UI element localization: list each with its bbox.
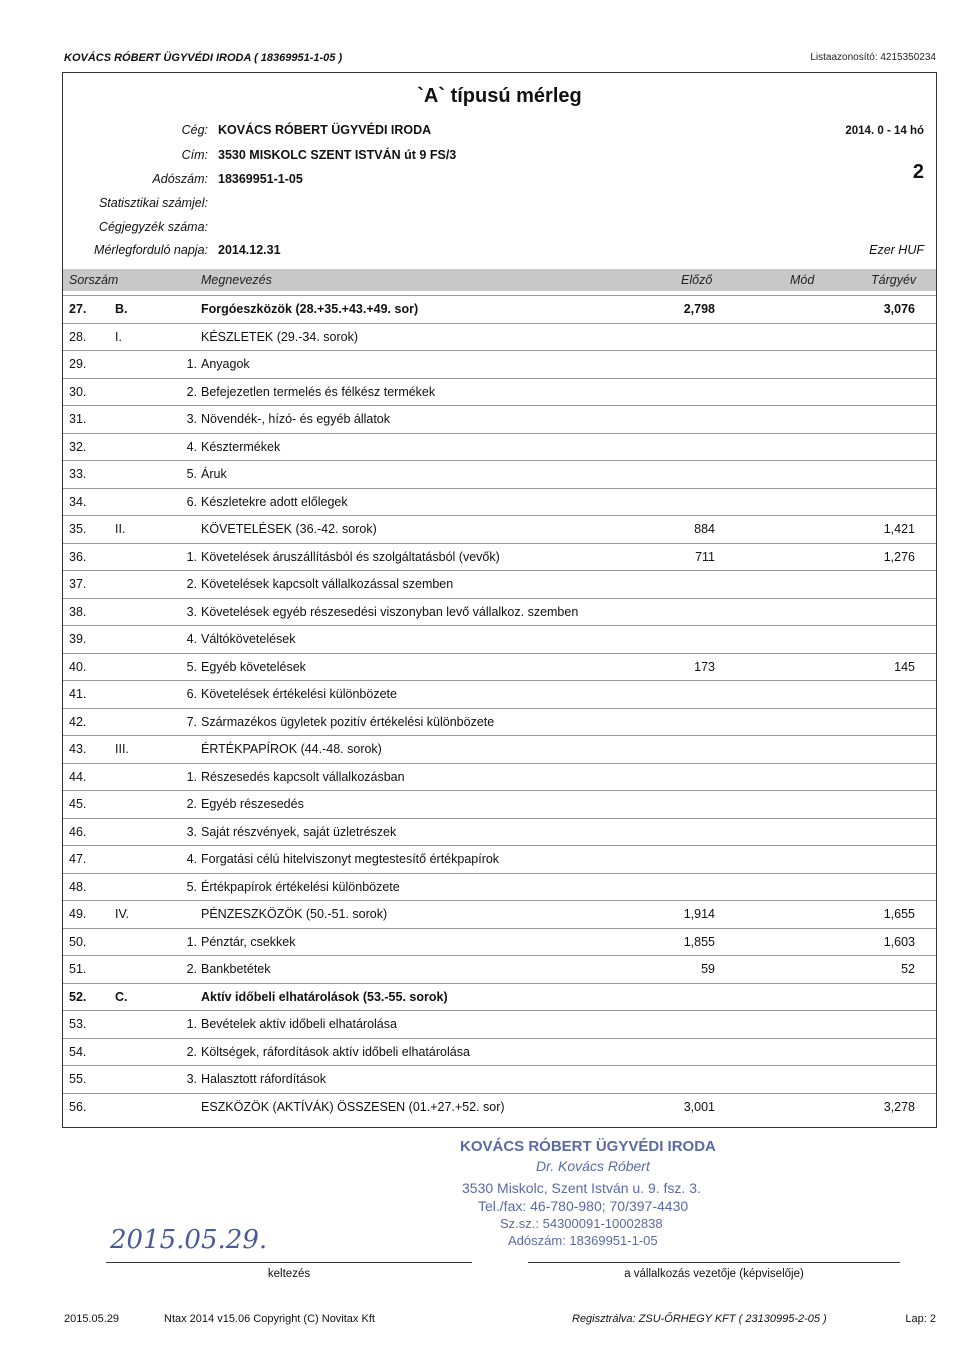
company-stamp xyxy=(458,1136,758,1276)
row-name: Részesedés kapcsolt vállalkozásban xyxy=(201,769,405,784)
row-number: 34. xyxy=(69,494,87,509)
row-number: 32. xyxy=(69,439,87,454)
row-number: 47. xyxy=(69,852,87,866)
table-row xyxy=(63,845,936,873)
row-number: 54. xyxy=(69,1044,87,1059)
table-row xyxy=(63,790,936,818)
row-name: Költségek, ráfordítások aktív időbeli elhatárolása xyxy=(201,1044,470,1059)
row-name: PÉNZESZKÖZÖK (50.-51. sorok) xyxy=(201,907,388,921)
row-number: 40. xyxy=(69,659,87,674)
row-name: Aktív időbeli elhatárolások (53.-55. sorok) xyxy=(201,989,448,1004)
row-number: 35. xyxy=(69,522,87,536)
date-sign-line xyxy=(106,1262,472,1263)
column-header xyxy=(63,269,936,291)
stamp-line-3: 3530 Miskolc, Szent István u. 9. fsz. 3. xyxy=(462,1180,701,1196)
row-name: Forgatási célú hitelviszonyt megtestesítő értékpapírok xyxy=(201,852,500,866)
table-row xyxy=(63,625,936,653)
row-number: 52. xyxy=(69,989,87,1004)
row-number: 41. xyxy=(69,687,87,701)
row-name: Követelések egyéb részesedési viszonyban levő vállalkoz. szemben xyxy=(201,604,579,619)
row-name: Késztermékek xyxy=(201,439,281,454)
row-name: Követelések értékelési különbözete xyxy=(201,687,397,701)
footer-date: 2015.05.29 xyxy=(64,1313,120,1325)
representative-sign-line xyxy=(528,1262,900,1263)
row-number: 49. xyxy=(69,907,87,921)
col-targyev: Tárgyév xyxy=(871,273,917,287)
ceg-value: KOVÁCS RÓBERT ÜGYVÉDI IRODA xyxy=(218,123,432,137)
row-number: 30. xyxy=(69,384,87,399)
row-subnumber: 1. xyxy=(186,357,197,371)
row-number: 39. xyxy=(69,632,87,646)
row-current-year: 3,278 xyxy=(883,1099,915,1114)
row-name: Áruk xyxy=(201,467,227,481)
cim-value: 3530 MISKOLC SZENT ISTVÁN út 9 FS/3 xyxy=(218,148,457,162)
table-row xyxy=(63,983,936,1011)
row-subnumber: 6. xyxy=(186,687,197,701)
row-name: Bevételek aktív időbeli elhatárolása xyxy=(201,1017,397,1031)
table-row xyxy=(63,1010,936,1038)
fordulo-value: 2014.12.31 xyxy=(218,243,281,257)
row-subnumber: 5. xyxy=(186,879,197,894)
col-megnevezes: Megnevezés xyxy=(201,273,272,287)
row-number: 45. xyxy=(69,797,87,811)
row-roman: C. xyxy=(115,989,128,1004)
row-name: Befejezetlen termelés és félkész termékek xyxy=(201,384,436,399)
table-row xyxy=(63,378,936,406)
row-name: Pénztár, csekkek xyxy=(201,934,296,949)
row-subnumber: 5. xyxy=(186,659,197,674)
table-row xyxy=(63,1038,936,1066)
row-current-year: 1,276 xyxy=(883,549,915,564)
row-name: Anyagok xyxy=(201,357,250,371)
row-subnumber: 2. xyxy=(186,962,197,976)
balance-sheet-frame xyxy=(62,72,937,1128)
row-name: ESZKÖZÖK (AKTÍVÁK) ÖSSZESEN (01.+27.+52. sor) xyxy=(201,1099,505,1114)
row-name: Egyéb részesedés xyxy=(201,797,304,811)
row-name: Követelések áruszállításból és szolgáltatásból (vevők) xyxy=(201,549,500,564)
table-row xyxy=(63,405,936,433)
row-subnumber: 2. xyxy=(186,1044,197,1059)
row-previous-year: 2,798 xyxy=(683,302,715,316)
row-name: Egyéb követelések xyxy=(201,659,306,674)
table-row xyxy=(63,433,936,461)
table-row xyxy=(63,900,936,928)
stat-label: Statisztikai számjel: xyxy=(98,196,208,210)
stamp-line-6: Adószám: 18369951-1-05 xyxy=(508,1233,658,1248)
adoszam-label: Adószám: xyxy=(152,172,208,186)
col-mod: Mód xyxy=(790,273,815,287)
row-roman: III. xyxy=(115,742,129,756)
table-row xyxy=(63,680,936,708)
row-name: Értékpapírok értékelési különbözete xyxy=(201,879,400,894)
row-number: 48. xyxy=(69,879,87,894)
table-row xyxy=(63,928,936,956)
stamp-line-5: Sz.sz.: 54300091-10002838 xyxy=(500,1216,663,1231)
period: 2014. 0 - 14 hó xyxy=(845,125,924,137)
row-name: Növendék-, hízó- és egyéb állatok xyxy=(201,412,390,426)
row-current-year: 1,603 xyxy=(883,934,915,949)
row-number: 29. xyxy=(69,357,87,371)
ceg-label: Cég: xyxy=(181,123,208,137)
row-roman: II. xyxy=(115,522,126,536)
row-name: Saját részvények, saját üzletrészek xyxy=(201,824,397,839)
row-number: 31. xyxy=(69,412,87,426)
table-row xyxy=(63,763,936,791)
row-number: 36. xyxy=(69,549,87,564)
row-number: 50. xyxy=(69,934,87,949)
table-row xyxy=(63,350,936,378)
list-id: Listaazonosító: 4215350234 xyxy=(810,52,936,63)
row-subnumber: 6. xyxy=(186,494,197,509)
table-row xyxy=(63,735,936,763)
representative-sign-label: a vállalkozás vezetője (képviselője) xyxy=(624,1268,804,1280)
row-number: 43. xyxy=(69,742,87,756)
date-sign-label: keltezés xyxy=(267,1268,311,1280)
handwritten-date: 2015.05.29. xyxy=(110,1225,268,1255)
row-roman: B. xyxy=(115,302,128,316)
currency-unit: Ezer HUF xyxy=(869,243,924,257)
row-previous-year: 3,001 xyxy=(683,1099,715,1114)
table-row xyxy=(63,295,936,323)
cegjegyzek-label: Cégjegyzék száma: xyxy=(98,220,208,234)
row-name: Készletekre adott előlegek xyxy=(201,494,348,509)
table-row xyxy=(63,1093,936,1121)
row-number: 27. xyxy=(69,302,87,316)
table-row xyxy=(63,955,936,983)
row-current-year: 145 xyxy=(894,659,915,674)
table-row xyxy=(63,460,936,488)
row-number: 51. xyxy=(69,962,87,976)
row-number: 56. xyxy=(69,1099,87,1114)
row-current-year: 3,076 xyxy=(883,302,915,316)
row-subnumber: 2. xyxy=(186,384,197,399)
row-subnumber: 3. xyxy=(186,412,197,426)
row-roman: IV. xyxy=(115,907,130,921)
row-number: 46. xyxy=(69,824,87,839)
row-name: Halasztott ráfordítások xyxy=(201,1072,327,1086)
row-subnumber: 4. xyxy=(186,852,197,866)
table-row xyxy=(63,488,936,516)
col-sorszam: Sorszám xyxy=(69,273,119,287)
row-name: Forgóeszközök (28.+35.+43.+49. sor) xyxy=(201,302,419,316)
row-subnumber: 2. xyxy=(186,797,197,811)
row-previous-year: 1,855 xyxy=(683,934,715,949)
row-subnumber: 5. xyxy=(186,467,197,481)
row-name: KÉSZLETEK (29.-34. sorok) xyxy=(201,329,359,344)
row-name: Származékos ügyletek pozitív értékelési különbözete xyxy=(201,714,495,729)
row-name: Követelések kapcsolt vállalkozással szemben xyxy=(201,577,454,591)
row-name: Bankbetétek xyxy=(201,962,271,976)
row-previous-year: 59 xyxy=(701,962,715,976)
stamp-line-1: KOVÁCS RÓBERT ÜGYVÉDI IRODA xyxy=(460,1138,716,1155)
row-current-year: 1,655 xyxy=(883,907,915,921)
table-row xyxy=(63,570,936,598)
stamp-line-4: Tel./fax: 46-780-980; 70/397-4430 xyxy=(478,1198,689,1214)
row-previous-year: 173 xyxy=(694,659,715,674)
row-subnumber: 4. xyxy=(186,439,197,454)
col-elozo: Előző xyxy=(681,273,713,287)
row-previous-year: 1,914 xyxy=(683,907,715,921)
table-row xyxy=(63,598,936,626)
stamp-line-2: Dr. Kovács Róbert xyxy=(536,1158,650,1174)
row-number: 37. xyxy=(69,577,87,591)
row-number: 53. xyxy=(69,1017,87,1031)
row-number: 44. xyxy=(69,769,87,784)
row-number: 38. xyxy=(69,604,87,619)
sheet-number: 2 xyxy=(912,161,924,183)
row-roman: I. xyxy=(115,329,122,344)
row-name: Váltókövetelések xyxy=(201,632,296,646)
row-subnumber: 1. xyxy=(186,934,197,949)
table-row xyxy=(63,1065,936,1093)
row-current-year: 52 xyxy=(901,962,915,976)
row-name: ÉRTÉKPAPÍROK (44.-48. sorok) xyxy=(201,742,382,756)
row-subnumber: 3. xyxy=(186,604,197,619)
fordulo-label: Mérlegforduló napja: xyxy=(94,243,208,257)
table-row xyxy=(63,323,936,351)
table-row xyxy=(63,515,936,543)
row-previous-year: 884 xyxy=(694,522,715,536)
footer-software: Ntax 2014 v15.06 Copyright (C) Novitax Kft xyxy=(164,1313,375,1325)
row-subnumber: 2. xyxy=(186,577,197,591)
footer-registered: Regisztrálva: ZSU-ŐRHEGY KFT ( 23130995-2-05 ) xyxy=(572,1313,827,1325)
row-number: 33. xyxy=(69,467,87,481)
row-subnumber: 3. xyxy=(186,824,197,839)
document-title: `A` típusú mérleg xyxy=(417,85,582,107)
row-number: 55. xyxy=(69,1072,87,1086)
table-row xyxy=(63,708,936,736)
row-subnumber: 1. xyxy=(186,769,197,784)
row-subnumber: 4. xyxy=(186,632,197,646)
row-subnumber: 7. xyxy=(186,714,197,729)
row-subnumber: 1. xyxy=(186,549,197,564)
row-subnumber: 3. xyxy=(186,1072,197,1086)
table-row xyxy=(63,653,936,681)
row-previous-year: 711 xyxy=(695,549,715,564)
row-number: 42. xyxy=(69,714,87,729)
row-subnumber: 1. xyxy=(186,1017,197,1031)
row-name: KÖVETELÉSEK (36.-42. sorok) xyxy=(201,522,377,536)
table-row xyxy=(63,873,936,901)
row-current-year: 1,421 xyxy=(883,522,915,536)
cim-label: Cím: xyxy=(181,148,208,162)
footer-page: Lap: 2 xyxy=(905,1313,936,1325)
company-line: KOVÁCS RÓBERT ÜGYVÉDI IRODA ( 18369951-1-05 ) xyxy=(64,52,343,64)
adoszam-value: 18369951-1-05 xyxy=(218,172,303,186)
row-number: 28. xyxy=(69,329,87,344)
table-row xyxy=(63,818,936,846)
table-row xyxy=(63,543,936,571)
